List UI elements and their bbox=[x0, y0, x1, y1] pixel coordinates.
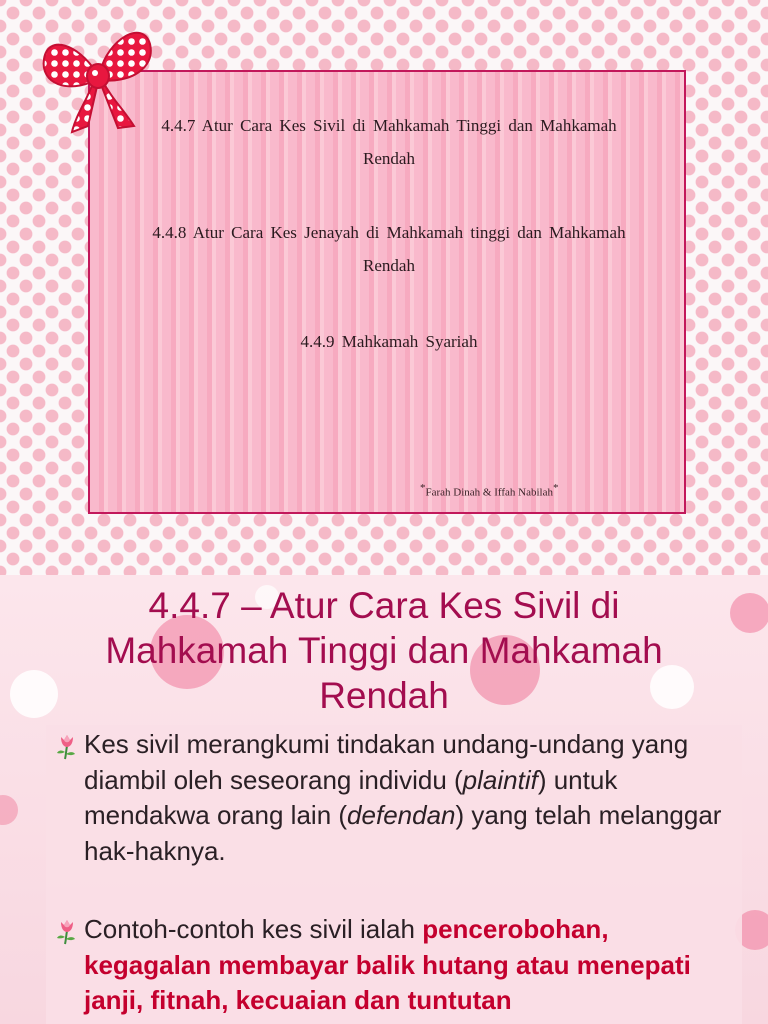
toc-item-4-4-9 bbox=[104, 325, 674, 358]
bullet-text bbox=[84, 912, 739, 1019]
toc-item-4-4-8 bbox=[104, 216, 674, 282]
title-line: Mahkamah Tinggi dan Mahkamah bbox=[105, 630, 663, 671]
credit-star: * bbox=[552, 482, 559, 494]
flower-bullet-icon bbox=[54, 917, 80, 945]
slide-title bbox=[20, 583, 748, 718]
flower-bullet-icon bbox=[54, 732, 80, 760]
bullet-examples bbox=[54, 912, 739, 1019]
bullet-text-part: Contoh-contoh kes sivil ialah bbox=[84, 914, 423, 944]
toc-item-line: Rendah bbox=[363, 256, 415, 275]
content-box bbox=[46, 725, 742, 1024]
credit-text: Farah Dinah & Iffah Nabilah bbox=[425, 486, 553, 499]
bullet-text bbox=[84, 727, 739, 869]
bow-icon bbox=[38, 14, 158, 139]
bullet-definition bbox=[54, 727, 739, 869]
term-plaintif: plaintif bbox=[462, 764, 538, 795]
toc-item-4-4-7 bbox=[104, 109, 674, 175]
toc-item-line: 4.4.7 Atur Cara Kes Sivil di Mahkamah Tinggi dan Mahkamah bbox=[161, 116, 617, 135]
bullet-text-part: ) untuk mendakwa orang lain ( bbox=[84, 764, 618, 830]
toc-item-line: Rendah bbox=[363, 149, 415, 168]
examples-emphasis: pencerobohan, kegagalan membayar balik hutang atau menepati janji, fitnah, kecuaian dan tuntutan bbox=[84, 914, 691, 1015]
title-line: Rendah bbox=[319, 675, 449, 716]
contents-panel bbox=[88, 70, 686, 514]
author-credit bbox=[420, 482, 558, 499]
toc-item-line: 4.4.8 Atur Cara Kes Jenayah di Mahkamah tinggi dan Mahkamah bbox=[152, 223, 626, 242]
credit-star: * bbox=[420, 482, 426, 494]
slide-civil-procedure bbox=[0, 575, 768, 1024]
decor-bubble bbox=[0, 795, 18, 825]
title-line: 4.4.7 – Atur Cara Kes Sivil di bbox=[148, 585, 620, 626]
term-defendan: defendan bbox=[347, 800, 456, 830]
bullet-text-part: Kes sivil merangkumi tindakan undang-undang yang diambil oleh seseorang individu ( bbox=[84, 729, 689, 795]
bullet-text-part: ) yang telah melanggar hak-haknya. bbox=[84, 800, 722, 866]
toc-item-line: 4.4.9 Mahkamah Syariah bbox=[300, 332, 478, 351]
